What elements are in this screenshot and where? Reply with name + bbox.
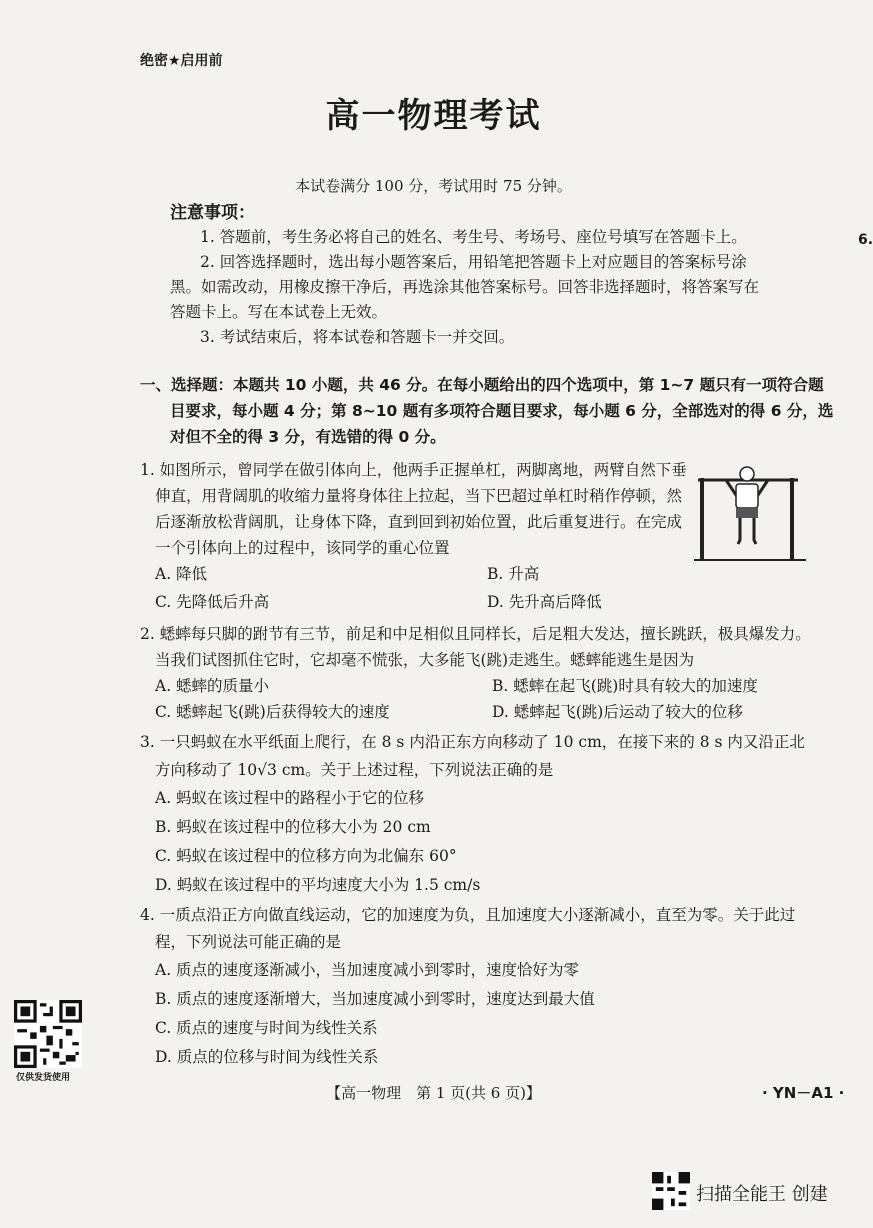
q2-option-d: D. 蟋蟀起飞(跳)后运动了较大的位移	[492, 703, 743, 721]
page-title: 高一物理考试	[325, 96, 542, 136]
q2-stem: 当我们试图抓住它时，它却毫不慌张，大多能飞(跳)走逃生。蟋蟀能逃生是因为	[155, 651, 695, 669]
section-heading-line: 对但不全的得 3 分，有选错的得 0 分。	[170, 428, 446, 446]
section-heading-line: 目要求，每小题 4 分；第 8~10 题有多项符合题目要求，每小题 6 分，全部选对的得 6 分，选	[170, 402, 834, 420]
q4-option-b: B. 质点的速度逐渐增大，当加速度减小到零时，速度达到最大值	[155, 990, 595, 1008]
q3-option-a: A. 蚂蚁在该过程中的路程小于它的位移	[155, 789, 425, 807]
notice-line: 2. 回答选择题时，选出每小题答案后，用铅笔把答题卡上对应题目的答案标号涂	[200, 253, 747, 271]
page-footer: 【高一物理 第 1 页(共 6 页)】	[326, 1084, 541, 1102]
q4-option-d: D. 质点的位移与时间为线性关系	[155, 1048, 379, 1066]
q3-option-d: D. 蚂蚁在该过程中的平均速度大小为 1.5 cm/s	[155, 876, 481, 894]
q1-stem: 1. 如图所示，曾同学在做引体向上，他两手正握单杠，两脚离地，两臂自然下垂	[140, 461, 687, 479]
q1-option-c: C. 先降低后升高	[155, 593, 270, 611]
q1-option-b: B. 升高	[487, 565, 540, 583]
exam-info: 本试卷满分 100 分，考试用时 75 分钟。	[295, 177, 572, 195]
q3-stem: 3. 一只蚂蚁在水平纸面上爬行，在 8 s 内沿正东方向移动了 10 cm，在接下来的 8 s 内又沿正北	[140, 733, 805, 751]
q2-stem: 2. 蟋蟀每只脚的跗节有三节，前足和中足相似且同样长，后足粗大发达，擅长跳跃，极具爆发力。	[140, 625, 811, 643]
q1-stem: 后逐渐放松背阔肌，让身体下降，直到回到初始位置，此后重复进行。在完成	[155, 513, 683, 531]
q4-option-c: C. 质点的速度与时间为线性关系	[155, 1019, 378, 1037]
q2-option-a: A. 蟋蟀的质量小	[155, 677, 270, 695]
pull-up-figure	[692, 460, 808, 565]
section-heading: 一、选择题：本题共 10 小题，共 46 分。在每小题给出的四个选项中，第 1~7 题只有一项符合题	[140, 376, 824, 394]
margin-mark: 6.	[858, 232, 873, 248]
qr-code	[14, 1000, 82, 1068]
notice-line: 黑。如需改动，用橡皮擦干净后，再选涂其他答案标号。回答非选择题时，将答案写在	[170, 278, 760, 296]
notice-line: 1. 答题前，考生务必将自己的姓名、考生号、考场号、座位号填写在答题卡上。	[200, 228, 747, 246]
paper-code: · YN－A1 ·	[762, 1084, 845, 1102]
scanner-qr-icon	[652, 1172, 690, 1210]
q4-stem: 4. 一质点沿正方向做直线运动，它的加速度为负，且加速度大小逐渐减小，直至为零。关于此过	[140, 906, 796, 924]
q1-stem: 一个引体向上的过程中，该同学的重心位置	[155, 539, 450, 557]
q1-stem: 伸直，用背阔肌的收缩力量将身体往上拉起，当下巴超过单杠时稍作停顿，然	[155, 487, 683, 505]
q2-option-b: B. 蟋蟀在起飞(跳)时具有较大的加速度	[492, 677, 758, 695]
q3-stem: 方向移动了 10√3 cm。关于上述过程，下列说法正确的是	[155, 761, 554, 779]
q3-option-c: C. 蚂蚁在该过程中的位移方向为北偏东 60°	[155, 847, 457, 865]
notice-line: 答题卡上。写在本试卷上无效。	[170, 303, 388, 321]
scanner-watermark: 扫描全能王 创建	[696, 1184, 828, 1205]
notice-heading: 注意事项：	[170, 203, 255, 223]
notice-line: 3. 考试结束后，将本试卷和答题卡一并交回。	[200, 328, 515, 346]
q4-stem: 程，下列说法可能正确的是	[155, 933, 342, 951]
qr-label: 仅供发货使用	[16, 1073, 71, 1083]
q3-option-b: B. 蚂蚁在该过程中的位移大小为 20 cm	[155, 818, 431, 836]
q1-option-a: A. 降低	[155, 565, 208, 583]
q1-option-d: D. 先升高后降低	[487, 593, 602, 611]
confidential-label: 绝密★启用前	[140, 53, 223, 69]
q4-option-a: A. 质点的速度逐渐减小，当加速度减小到零时，速度恰好为零	[155, 961, 580, 979]
q2-option-c: C. 蟋蟀起飞(跳)后获得较大的速度	[155, 703, 390, 721]
